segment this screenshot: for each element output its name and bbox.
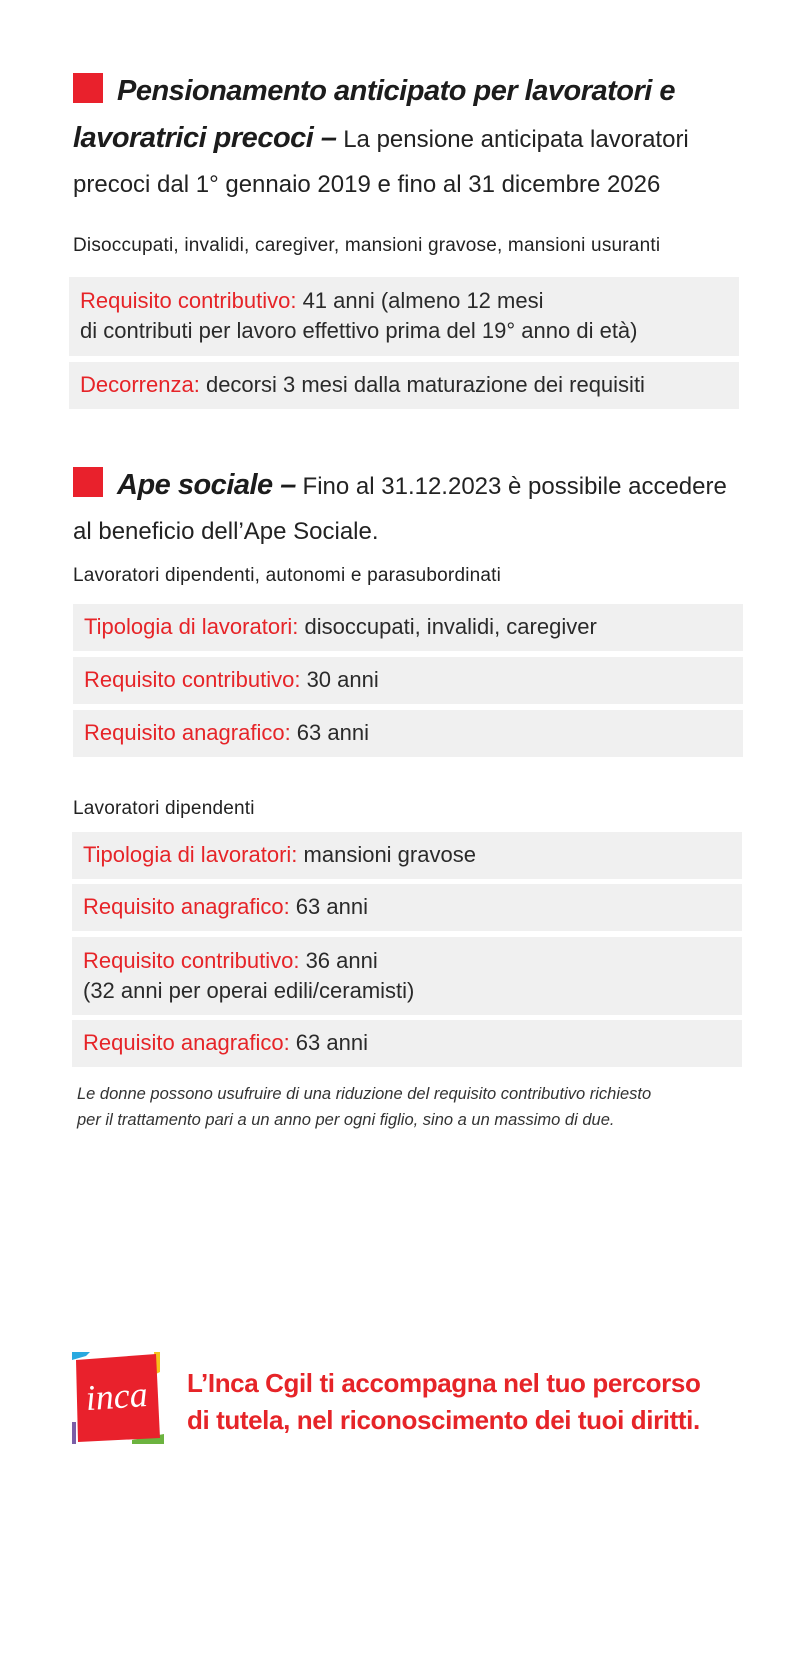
- slogan: [187, 1365, 700, 1439]
- footnote: [77, 1081, 757, 1133]
- row-label: Tipologia di lavoratori:: [84, 614, 299, 639]
- row-value-cont: di contributi per lavoro effettivo prima del 19° anno di età): [80, 318, 638, 343]
- row-value: disoccupati, invalidi, caregiver: [298, 614, 597, 639]
- slogan-line: di tutela, nel riconoscimento dei tuoi diritti.: [187, 1405, 700, 1435]
- footnote-line: per il trattamento pari a un anno per ogni figlio, sino a un massimo di due.: [77, 1111, 615, 1129]
- red-square-icon: [73, 467, 103, 497]
- section2-intro-cont: al beneficio dell’Ape Sociale.: [73, 518, 379, 545]
- info-row-requisito-anagrafico: [72, 884, 742, 931]
- row-label: Requisito anagrafico:: [83, 894, 290, 919]
- info-row-tipologia: [73, 604, 743, 651]
- row-label: Requisito contributivo:: [80, 288, 297, 313]
- info-row-requisito-contributivo: [72, 937, 742, 1015]
- info-row-tipologia: [72, 832, 742, 879]
- section1-title-cont: lavoratrici precoci –: [73, 122, 337, 154]
- row-label: Requisito anagrafico:: [84, 720, 291, 745]
- section2-title: Ape sociale –: [117, 469, 296, 501]
- section1-subtitle: Disoccupati, invalidi, caregiver, mansioni gravose, mansioni usuranti: [73, 235, 661, 256]
- info-row-decorrenza: [69, 362, 739, 409]
- logo-text: inca: [84, 1373, 149, 1419]
- row-value: 36 anni: [299, 948, 378, 973]
- info-row-requisito-contributivo: [73, 657, 743, 704]
- row-value: 63 anni: [289, 894, 368, 919]
- info-row-requisito-contributivo: [69, 277, 739, 356]
- row-value: 30 anni: [300, 667, 379, 692]
- section1-intro-cont: precoci dal 1° gennaio 2019 e fino al 31 dicembre 2026: [73, 171, 661, 198]
- info-row-requisito-anagrafico: [72, 1020, 742, 1067]
- row-label: Requisito anagrafico:: [83, 1030, 290, 1055]
- red-square-icon: [73, 73, 103, 103]
- row-value: mansioni gravose: [297, 842, 476, 867]
- group1-subtitle: Lavoratori dipendenti, autonomi e parasubordinati: [73, 565, 502, 586]
- row-label: Requisito contributivo:: [84, 667, 301, 692]
- footnote-line: Le donne possono usufruire di una riduzione del requisito contributivo richiesto: [77, 1085, 652, 1103]
- info-row-requisito-anagrafico: [73, 710, 743, 757]
- row-value: decorsi 3 mesi dalla maturazione dei requisiti: [199, 372, 645, 397]
- slogan-line: L’Inca Cgil ti accompagna nel tuo percorso: [187, 1368, 701, 1398]
- row-label: Requisito contributivo:: [83, 948, 300, 973]
- row-value: 63 anni: [289, 1030, 368, 1055]
- row-value-cont: (32 anni per operai edili/ceramisti): [83, 978, 415, 1003]
- inca-logo: [72, 1352, 164, 1444]
- section1-title: Pensionamento anticipato per lavoratori e: [117, 75, 676, 107]
- section1-heading: [73, 70, 753, 209]
- row-label: Decorrenza:: [80, 372, 200, 397]
- row-value: 63 anni: [290, 720, 369, 745]
- section2-heading: [73, 464, 763, 556]
- group2-subtitle: Lavoratori dipendenti: [73, 798, 255, 819]
- row-value: 41 anni (almeno 12 mesi: [296, 288, 544, 313]
- section1-intro: La pensione anticipata lavoratori: [336, 126, 689, 153]
- row-label: Tipologia di lavoratori:: [83, 842, 298, 867]
- section2-intro: Fino al 31.12.2023 è possibile accedere: [295, 473, 727, 500]
